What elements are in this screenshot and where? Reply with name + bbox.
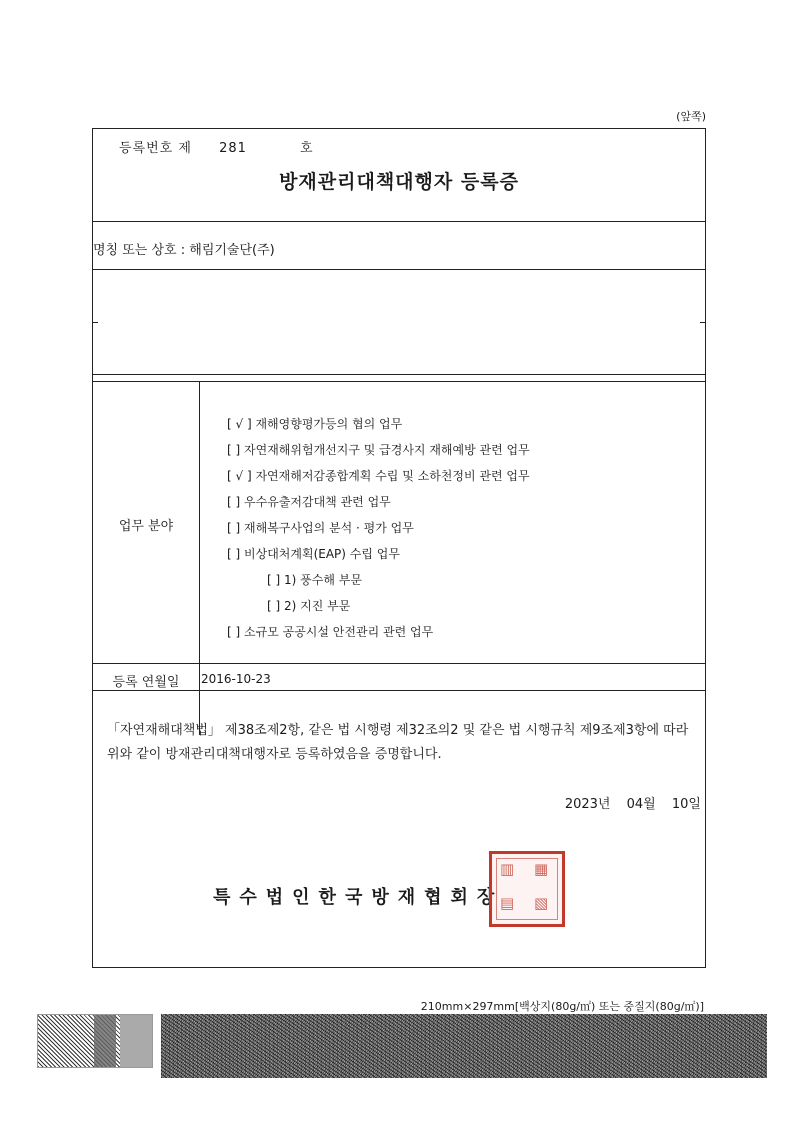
checkbox-mark: [ ] [227, 443, 241, 457]
divider [93, 381, 705, 382]
checkbox-mark: [ √ ] [227, 469, 252, 483]
issuer-name: 특수법인한국방재협회장 [213, 887, 504, 908]
margin-tick [700, 322, 705, 323]
business-field-text: 우수유출저감대책 관련 업무 [244, 495, 391, 509]
business-field-label: 업무 분야 [118, 519, 174, 534]
certificate-frame [92, 128, 706, 968]
company-name-line: 명칭 또는 상호 : 해림기술단(주) [93, 243, 275, 258]
registration-date-label: 등록 연월일 [112, 675, 180, 690]
column-divider [199, 381, 200, 735]
business-field-item [227, 437, 530, 463]
registration-number [119, 137, 314, 156]
business-field-text: 재해영향평가등의 협의 업무 [255, 417, 403, 431]
business-field-item [227, 515, 530, 541]
business-field-text: 자연재해저감종합계획 수립 및 소하천정비 관련 업무 [255, 469, 530, 483]
official-seal-stamp: ▥ ▦ ▤ ▧ [489, 851, 565, 927]
business-field-text: 소규모 공공시설 안전관리 관련 업무 [244, 625, 434, 639]
business-field-item [227, 489, 530, 515]
registration-suffix: 호 [300, 141, 314, 156]
business-field-text: 2) 지진 부문 [284, 599, 351, 613]
business-field-item [227, 411, 530, 437]
checkbox-mark: [ ] [227, 625, 241, 639]
registration-label: 등록번호 제 [119, 141, 192, 156]
divider [93, 663, 705, 664]
issue-month: 04월 [626, 797, 656, 812]
checkbox-mark: [ ] [267, 573, 281, 587]
checkbox-mark: [ √ ] [227, 417, 252, 431]
checkbox-mark: [ ] [227, 495, 241, 509]
business-field-text: 1) 풍수해 부문 [284, 573, 362, 587]
divider [93, 374, 705, 375]
business-field-item [227, 463, 530, 489]
scan-noise-strip [161, 1014, 767, 1078]
business-field-item [227, 593, 530, 619]
scan-calibration-patch [37, 1014, 153, 1068]
divider [93, 690, 705, 691]
checkbox-mark: [ ] [267, 599, 281, 613]
business-field-item [227, 541, 530, 567]
registration-number-value: 281 [219, 141, 247, 156]
checkbox-mark: [ ] [227, 547, 241, 561]
registration-date-value: 2016-10-23 [201, 672, 271, 686]
issue-date [553, 793, 701, 812]
business-field-text: 비상대처계획(EAP) 수립 업무 [244, 547, 400, 561]
divider [93, 221, 705, 222]
issue-year: 2023년 [564, 797, 611, 812]
issue-day: 10일 [671, 797, 701, 812]
margin-tick [93, 322, 98, 323]
certification-statement: 「자연재해대책법」 제38조제2항, 같은 법 시행령 제32조의2 및 같은 법 시행규칙 제9조제3항에 따라 위와 같이 방재관리대책대행자로 등록하였음을 증명합니다. [107, 723, 689, 762]
business-field-text: 재해복구사업의 분석 · 평가 업무 [244, 521, 414, 535]
business-field-item [227, 619, 530, 645]
business-field-text: 자연재해위험개선지구 및 급경사지 재해예방 관련 업무 [244, 443, 530, 457]
business-field-item [227, 567, 530, 593]
checkbox-mark: [ ] [227, 521, 241, 535]
paper-size-note: 210mm×297mm[백상지(80g/㎡) 또는 중질지(80g/㎡)] [420, 1000, 704, 1013]
certificate-title: 방재관리대책대행자 등록증 [279, 171, 519, 193]
page-side-note: (앞쪽) [676, 110, 706, 123]
divider [93, 269, 705, 270]
business-field-list [227, 411, 530, 645]
